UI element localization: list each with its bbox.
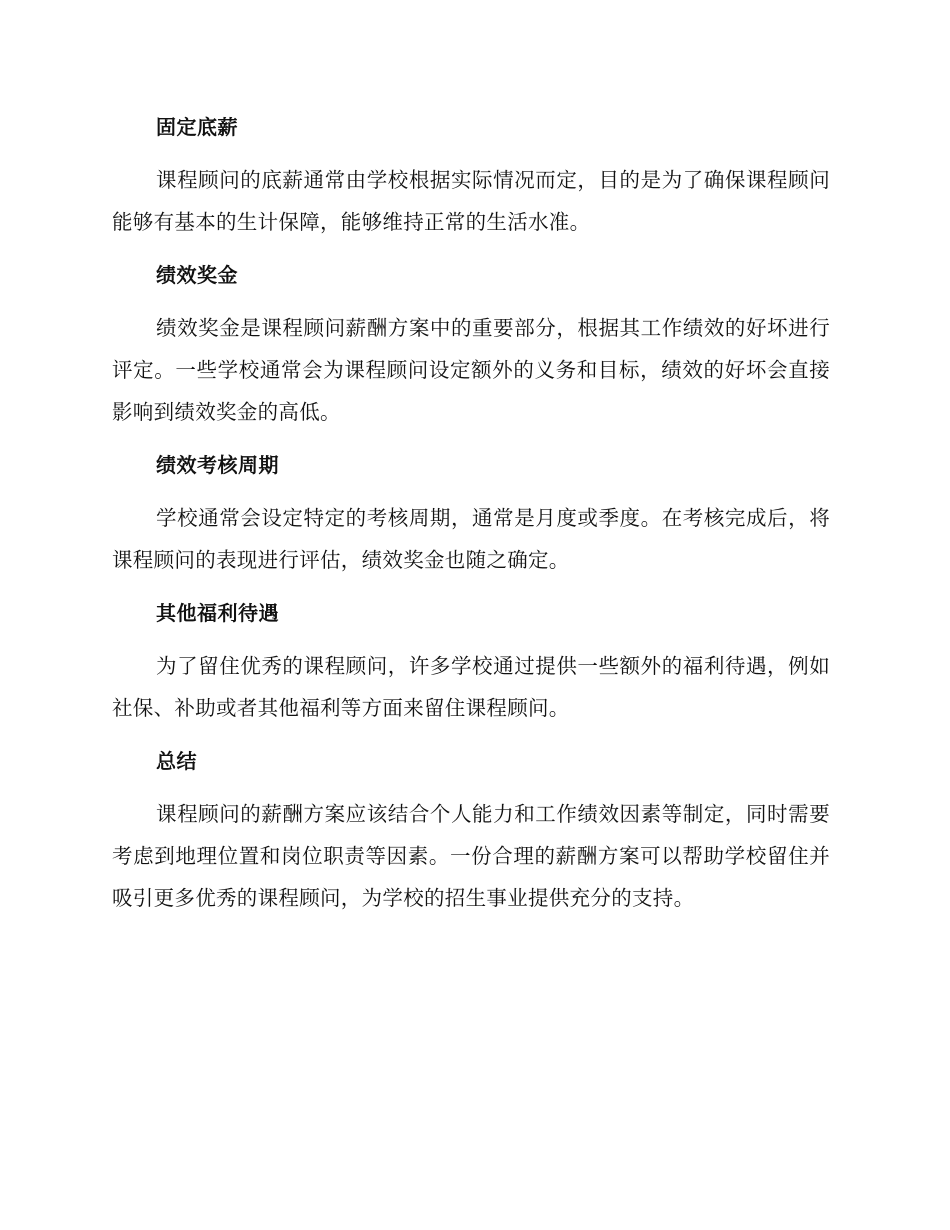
- section-heading-other-benefits: 其他福利待遇: [156, 601, 279, 625]
- section-body-review-cycle: 学校通常会设定特定的考核周期，通常是月度或季度。在考核完成后，将课程顾问的表现进行评估，绩效奖金也随之确定。: [112, 506, 830, 572]
- section-body-summary: 课程顾问的薪酬方案应该结合个人能力和工作绩效因素等制定，同时需要考虑到地理位置和岗位职责等因素。一份合理的薪酬方案可以帮助学校留住并吸引更多优秀的课程顾问，为学校的招生事业提供充分的支持。: [112, 802, 830, 910]
- section-body-other-benefits: 为了留住优秀的课程顾问，许多学校通过提供一些额外的福利待遇，例如社保、补助或者其他福利等方面来留住课程顾问。: [112, 654, 830, 720]
- section-heading-summary: 总结: [156, 749, 197, 773]
- section-body-performance-bonus: 绩效奖金是课程顾问薪酬方案中的重要部分，根据其工作绩效的好坏进行评定。一些学校通常会为课程顾问设定额外的义务和目标，绩效的好坏会直接影响到绩效奖金的高低。: [112, 316, 830, 424]
- section-heading-base-salary: 固定底薪: [156, 115, 238, 139]
- section-heading-review-cycle: 绩效考核周期: [156, 453, 279, 477]
- document-page: [112, 108, 830, 932]
- section-body-base-salary: 课程顾问的底薪通常由学校根据实际情况而定，目的是为了确保课程顾问能够有基本的生计保障，能够维持正常的生活水准。: [112, 168, 830, 234]
- section-heading-performance-bonus: 绩效奖金: [156, 263, 238, 287]
